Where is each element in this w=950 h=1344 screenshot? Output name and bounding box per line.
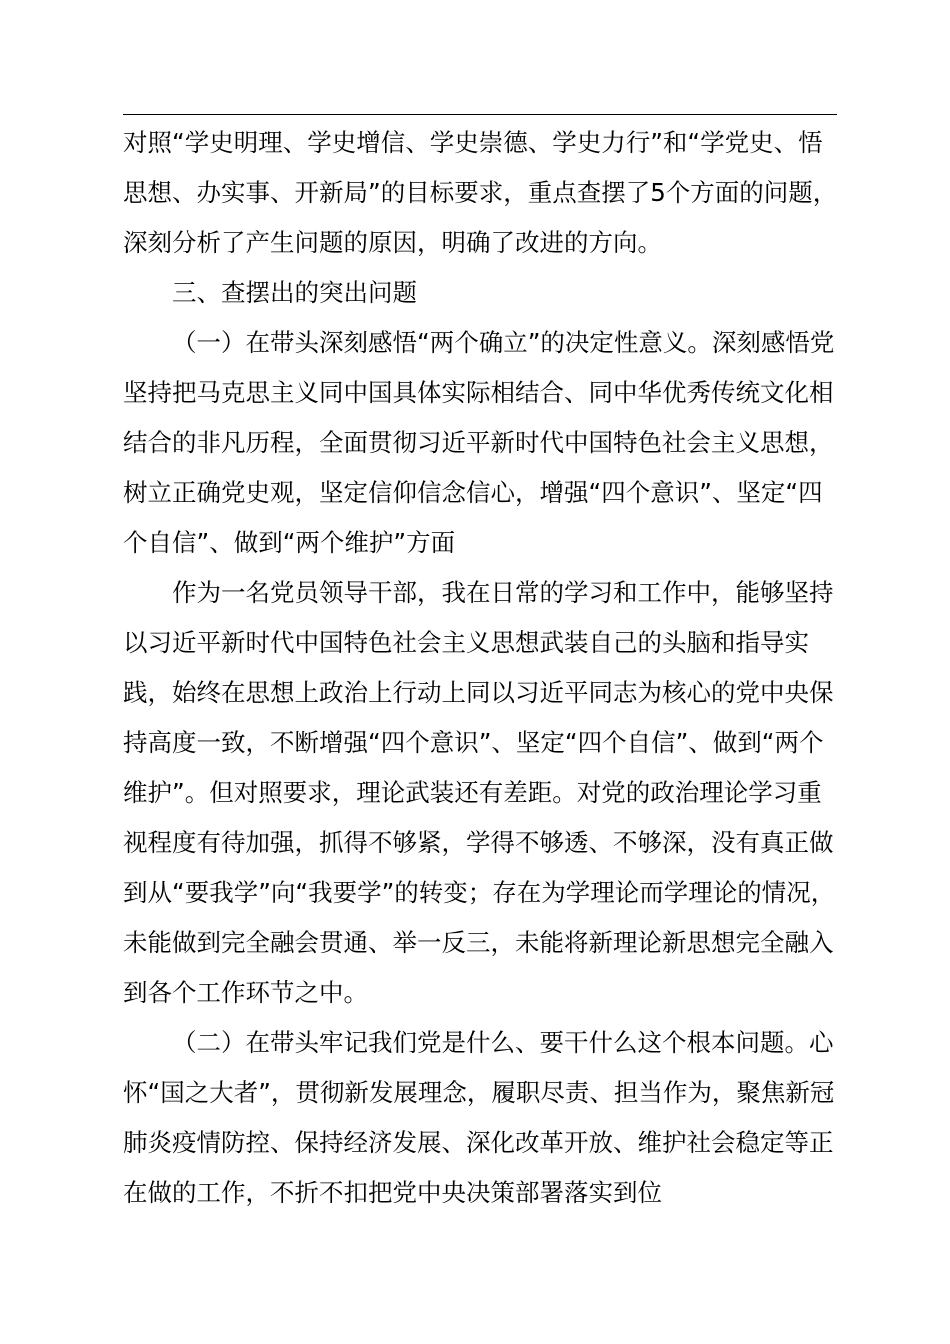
item-1-heading: （一）在带头深刻感悟“两个确立”的决定性意义。深刻感悟党坚持把马克思主义同中国具体实际相结合、同中华优秀传统文化相结合的非凡历程，全面贯彻习近平新时代中国特色社会主义思想，树立正确党史观，坚定信仰信念信心，增强“四个意识”、坚定“四个自信”、做到“两个维护”方面 <box>123 328 835 557</box>
header-rule <box>123 114 837 115</box>
document-body <box>123 118 843 1218</box>
section-heading-3: 三、查摆出的突出问题 <box>172 278 417 307</box>
item-1-body: 作为一名党员领导干部，我在日常的学习和工作中，能够坚持以习近平新时代中国特色社会主义思想武装自己的头脑和指导实践，始终在思想上政治上行动上同以习近平同志为核心的党中央保持高度一致，不断增强“四个意识”、坚定“四个自信”、做到“两个维护”。但对照要求，理论武装还有差距。对党的政治理论学习重视程度有待加强，抓得不够紧，学得不够透、不够深，没有真正做到从“要我学”向“我要学”的转变；存在为学理论而学理论的情况，未能做到完全融会贯通、举一反三，未能将新理论新思想完全融入到各个工作环节之中。 <box>123 578 836 1007</box>
item-2-heading: （二）在带头牢记我们党是什么、要干什么这个根本问题。心怀“国之大者”，贯彻新发展理念，履职尽责、担当作为，聚焦新冠肺炎疫情防控、保持经济发展、深化改革开放、维护社会稳定等正在做的工作，不折不扣把党中央决策部署落实到位 <box>123 1028 835 1207</box>
paragraph-intro: 对照“学史明理、学史增信、学史崇德、学史力行”和“学党史、悟思想、办实事、开新局”的目标要求，重点查摆了5个方面的问题，深刻分析了产生问题的原因，明确了改进的方向。 <box>123 128 838 257</box>
